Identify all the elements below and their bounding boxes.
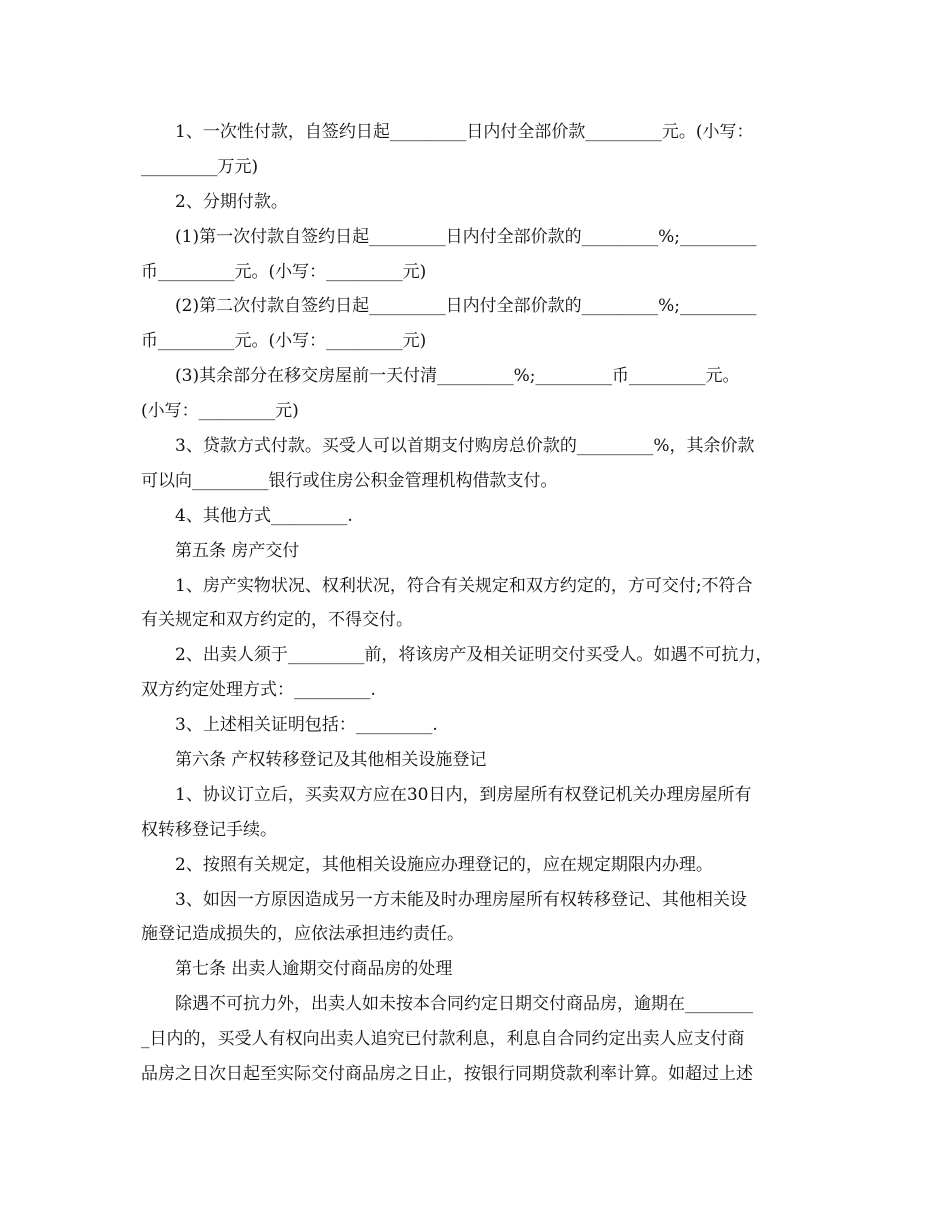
text-line: 3、贷款方式付款。买受人可以首期支付购房总价款的_________%，其余价款 (175, 436, 755, 457)
text-line: (2)第二次付款自签约日起_________日内付全部价款的_________%;_________ (175, 296, 757, 317)
text-line: 除遇不可抗力外，出卖人如未按本合同约定日期交付商品房，逾期在________ (175, 994, 753, 1015)
text-line: 第七条 出卖人逾期交付商品房的处理 (175, 959, 453, 980)
contract-text-body (141, 115, 821, 1092)
text-line: 2、分期付款。 (175, 191, 288, 212)
text-line: 权转移登记手续。 (141, 819, 277, 840)
text-line: 1、一次性付款，自签约日起_________日内付全部价款_________元。(小写： (175, 122, 754, 142)
text-line: (1)第一次付款自签约日起_________日内付全部价款的_________%;_________ (175, 226, 757, 247)
text-line: 3、如因一方原因造成另一方未能及时办理房屋所有权转移登记、其他相关设 (175, 889, 747, 910)
text-line: (小写：_________元) (141, 401, 299, 422)
text-line: 2、出卖人须于_________前，将该房产及相关证明交付买受人。如遇不可抗力， (175, 645, 773, 666)
text-line: (3)其余部分在移交房屋前一天付清_________%;_________币_________元。 (175, 366, 740, 387)
text-line: 4、其他方式_________. (175, 505, 353, 526)
text-line: _日内的，买受人有权向出卖人追究已付款利息，利息自合同约定出卖人应支付商 (141, 1029, 745, 1050)
text-line: 币_________元。(小写：_________元) (141, 261, 427, 282)
text-line: 3、上述相关证明包括：_________. (175, 715, 438, 736)
text-line: 币_________元。(小写：_________元) (141, 331, 427, 352)
text-line: 品房之日次日起至实际交付商品房之日止，按银行同期贷款利率计算。如超过上述 (141, 1064, 753, 1085)
text-line: 施登记造成损失的，应依法承担违约责任。 (141, 924, 464, 945)
text-line: 2、按照有关规定，其他相关设施应办理登记的，应在规定期限内办理。 (175, 854, 713, 875)
text-line: 第六条 产权转移登记及其他相关设施登记 (175, 750, 487, 771)
text-line: 1、协议订立后，买卖双方应在30日内，到房屋所有权登记机关办理房屋所有 (175, 784, 752, 805)
text-line: 第五条 房产交付 (175, 540, 300, 561)
text-line: 有关规定和双方约定的，不得交付。 (141, 610, 413, 631)
text-line: 1、房产实物状况、权利状况，符合有关规定和双方约定的，方可交付;不符合 (175, 575, 753, 596)
text-line: 可以向_________银行或住房公积金管理机构借款支付。 (141, 470, 558, 491)
text-line: _________万元) (141, 156, 259, 177)
text-line: 双方约定处理方式：_________. (141, 680, 376, 701)
